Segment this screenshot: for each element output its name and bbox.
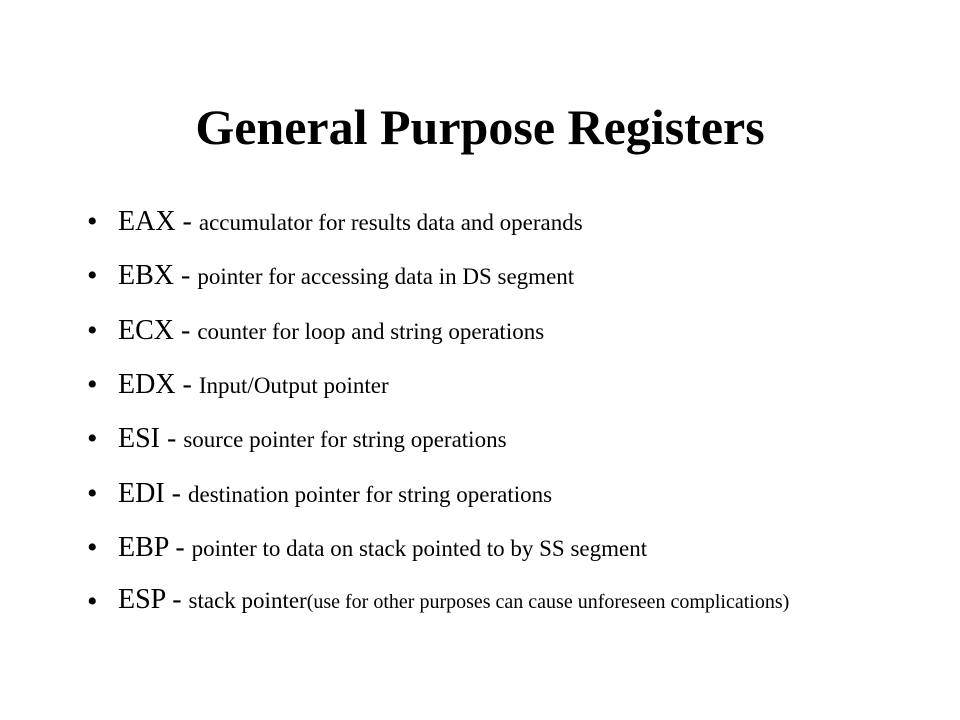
list-item-text	[118, 476, 888, 513]
bullet-icon: •	[87, 368, 98, 401]
list-item-text	[118, 421, 888, 458]
register-note: (use for other purposes can cause unforeseen complications)	[306, 591, 790, 613]
register-description: accumulator for results data and operands	[198, 210, 583, 235]
bullet-icon: •	[87, 314, 98, 347]
register-description: pointer to data on stack pointed to by SS segment	[191, 536, 648, 561]
bullet-icon: •	[87, 259, 98, 292]
slide-title: General Purpose Registers	[195, 99, 765, 155]
list-item-text	[118, 258, 888, 295]
register-description: stack pointer	[188, 588, 307, 613]
bullet-icon: •	[87, 477, 98, 510]
list-item-text	[118, 367, 888, 404]
register-name: EDX -	[118, 369, 192, 400]
register-description: pointer for accessing data in DS segment	[197, 264, 575, 289]
register-name: EBP -	[118, 532, 185, 563]
register-name: EDI -	[118, 478, 181, 509]
list-item-text	[118, 530, 888, 567]
register-name: ESP -	[118, 584, 182, 615]
bullet-icon: •	[87, 422, 98, 455]
bullet-icon: •	[87, 585, 98, 618]
register-name: EBX -	[118, 260, 191, 291]
register-description: destination pointer for string operations	[187, 482, 553, 507]
list-item-text	[118, 584, 888, 618]
register-description: source pointer for string operations	[183, 427, 507, 452]
register-name: ESI -	[118, 423, 177, 454]
register-description: counter for loop and string operations	[197, 319, 545, 344]
list-item-text	[118, 204, 888, 241]
register-name: ECX -	[118, 315, 191, 346]
list-item-text	[118, 313, 888, 350]
bullet-icon: •	[87, 205, 98, 238]
register-description: Input/Output pointer	[198, 373, 389, 398]
register-name: EAX -	[118, 206, 192, 237]
bullet-icon: •	[87, 531, 98, 564]
